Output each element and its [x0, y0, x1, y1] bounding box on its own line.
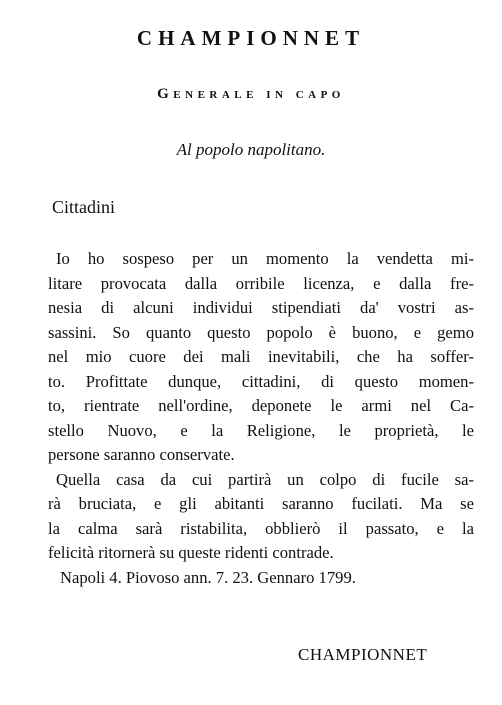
document-salutation: Cittadini: [52, 197, 115, 217]
body-line: to. Profittate dunque, cittadini, di questo momen-: [48, 371, 474, 391]
body-line: felicità ritornerà su queste ridenti contrade.: [48, 543, 334, 562]
document-address: Al popolo napolitano.: [176, 140, 326, 159]
body-line: stello Nuovo, e la Religione, le proprietà, le: [48, 420, 474, 440]
body-line: Quella casa da cui partirà un colpo di fucile sa-: [56, 469, 474, 489]
body-line: persone saranno conservate.: [48, 445, 235, 464]
body-line: Io ho sospeso per un momento la vendetta mi-: [56, 249, 474, 268]
body-line: nesia di alcuni individui stipendiati da' vostri as-: [48, 298, 474, 317]
date-line: Napoli 4. Piovoso ann. 7. 23. Gennaro 1799.: [60, 567, 356, 587]
proclamation-body: [48, 247, 474, 590]
body-line: la calma sarà ristabilita, obblierò il passato, e la: [48, 518, 474, 538]
body-line: sassini. So quanto questo popolo è buono, e gemo: [48, 322, 474, 342]
body-line: litare provocata dalla orribile licenza, e dalla fre-: [48, 273, 474, 293]
document-subtitle: Generale in capo: [157, 86, 345, 102]
document-title: CHAMPIONNET: [136, 26, 366, 50]
body-line: to, rientrate nell'ordine, deponete le armi nel Ca-: [48, 396, 474, 415]
body-line: nel mio cuore dei mali inevitabili, che ha soffer-: [48, 347, 474, 366]
document-signature: CHAMPIONNET: [298, 645, 428, 664]
body-line: rà bruciata, e gli abitanti saranno fucilati. Ma se: [48, 494, 474, 513]
